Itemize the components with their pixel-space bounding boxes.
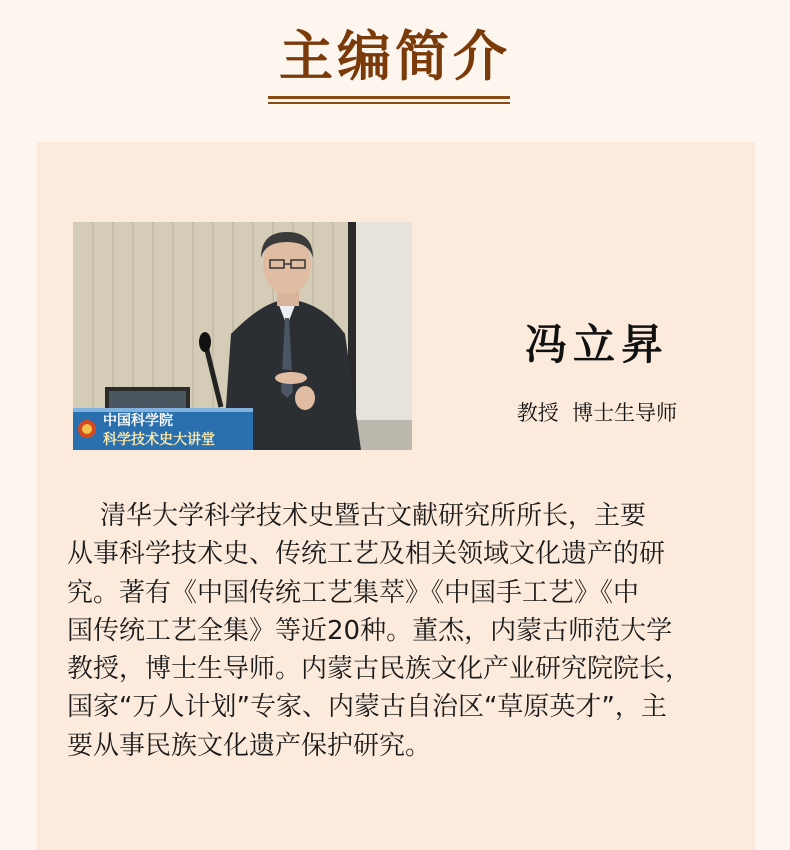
bio-line: 国家“万人计划”专家、内蒙古自治区“草原英才”，主 (67, 692, 667, 723)
bio-line: 究。著有《中国传统工艺集萃》《中国手工艺》《中 (67, 577, 640, 608)
editor-bio (67, 497, 727, 765)
header (0, 0, 790, 130)
editor-card (37, 142, 755, 850)
page-title: 主编简介 (279, 24, 511, 88)
bio-line: 国传统工艺全集》等近20种。董杰，内蒙古师范大学 (67, 615, 673, 646)
bio-line: 要从事民族文化遗产保护研究。 (67, 730, 432, 761)
editor-photo (73, 222, 412, 450)
editor-name: 冯立昇 (524, 320, 669, 369)
photo-banner-line1: 中国科学院 (103, 413, 173, 429)
bio-line: 清华大学科学技术史暨古文献研究所所长，主要 (67, 501, 647, 531)
lecture-photo-illustration (73, 222, 412, 450)
editor-role: 教授 博士生导师 (516, 401, 678, 425)
title-underline-secondary (268, 102, 510, 104)
bio-line: 教授，博士生导师。内蒙古民族文化产业研究院院长， (67, 654, 692, 685)
title-underline (268, 96, 510, 99)
bio-line: 从事科学技术史、传统工艺及相关领域文化遗产的研 (67, 539, 666, 570)
photo-banner-line2: 科学技术史大讲堂 (103, 432, 215, 448)
